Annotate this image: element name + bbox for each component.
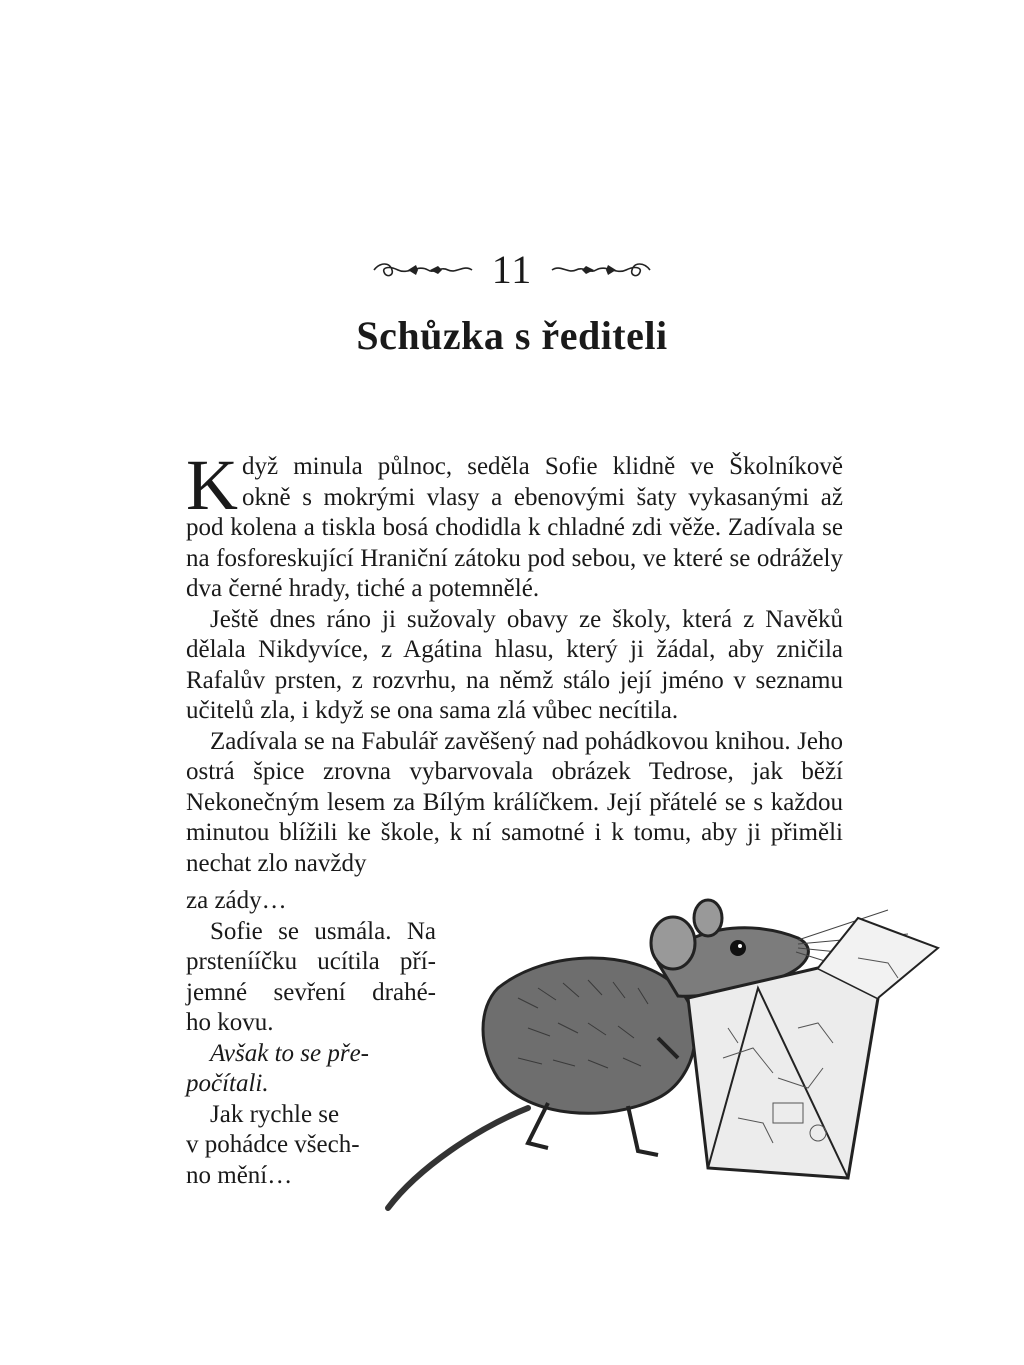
text-line: dyž minula půlnoc, seděla Sofie klidně ve Školníkově <box>242 453 843 480</box>
text-line: no mění… <box>186 1161 293 1189</box>
text-line: za zády… <box>186 887 287 914</box>
text-line: okně s mokrými vlasy a ebenovými šaty vykasanými až <box>242 483 843 511</box>
paragraph-1 <box>186 445 843 605</box>
text-line: počítali. <box>186 1070 269 1097</box>
text-line: ho kovu. <box>186 1009 274 1036</box>
chapter-heading <box>0 247 1024 292</box>
text-line: jemné sevření drahé- <box>186 978 436 1006</box>
drop-cap: K <box>186 445 238 525</box>
chapter-number: 11 <box>491 247 533 292</box>
main-text <box>186 445 843 879</box>
text-line: v pohádce všech- <box>186 1131 360 1158</box>
left-flourish-icon <box>368 258 478 282</box>
paragraph-3: Zadívala se na Fabulář zavěšený nad pohádkovou knihou. Jeho ostrá špice zrovna vybarvovala obrázek Tedrose, jak běží Nekonečným lesem za Bílým králíčkem. Její přátelé se s každou minutou blížili ke škole, k ní samotné i k tomu, aby ji přiměli nechat zlo navždy <box>186 727 843 877</box>
chapter-title: Schůzka s řediteli <box>356 313 668 358</box>
text-line: Sofie se usmála. Na <box>210 917 436 945</box>
paragraph-2: Ještě dnes ráno ji sužovaly obavy ze školy, která z Navěků dělala Nikdyvíce, z Agátina hlasu, který ji žádal, aby zničila Rafalův prsten, z rozvrhu, na němž stálo její jméno v seznamu učitelů zla, i když se ona sama zlá vůbec necítila. <box>186 605 843 724</box>
rat-with-map-icon <box>378 878 968 1258</box>
right-flourish-icon <box>546 258 656 282</box>
text-line: Jak rychle se <box>210 1100 340 1128</box>
paragraph-text: pod kolena a tiskla bosá chodidla k chladné zdi věže. Zadívala se na fosforeskující Hraniční zátoku pod sebou, ve které se odrážely dva černé hrady, tiché a potemnělé. <box>186 514 843 602</box>
text-line: prstenííčku ucítila pří- <box>186 948 436 975</box>
text-line: Avšak to se pře- <box>210 1039 369 1067</box>
